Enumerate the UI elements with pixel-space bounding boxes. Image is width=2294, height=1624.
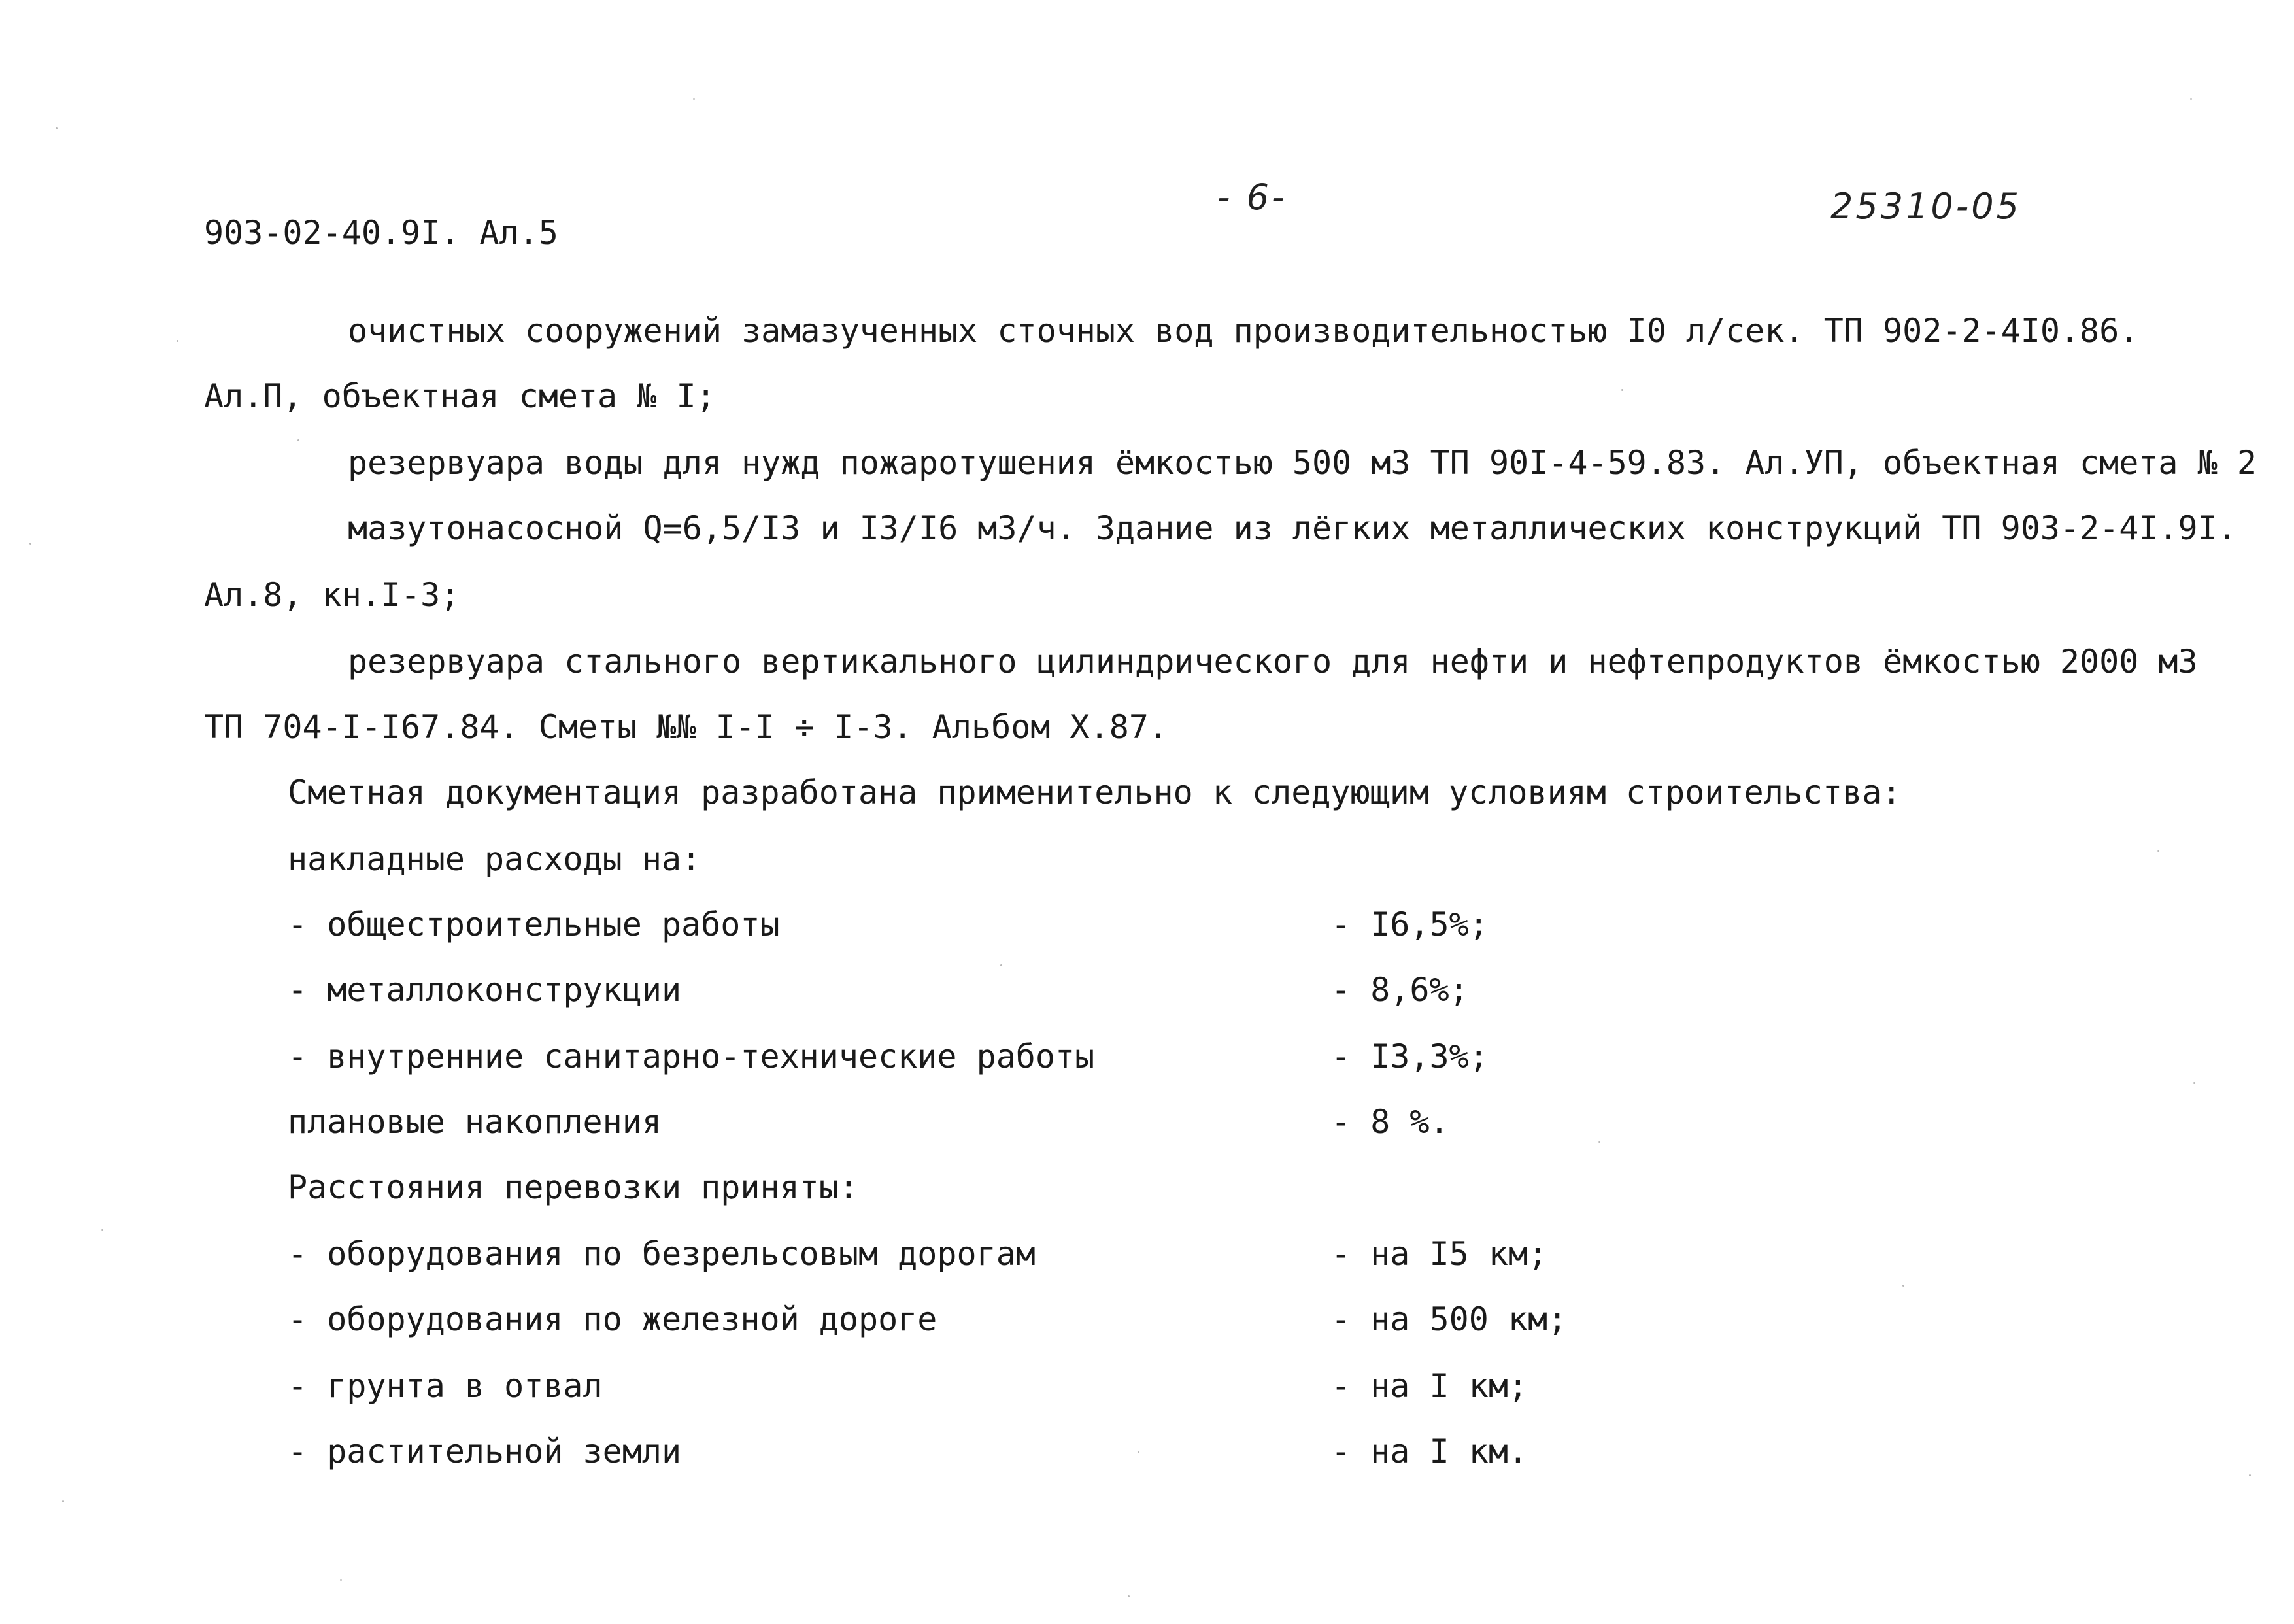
- scan-speck: [1902, 1285, 1904, 1287]
- scan-speck: [2193, 1082, 2195, 1084]
- scan-speck: [297, 439, 299, 441]
- overhead-item-label: - металлоконструкции: [288, 971, 682, 1009]
- body-line-5: Ал.8, кн.I-3;: [204, 576, 460, 614]
- scan-speck: [1598, 1141, 1600, 1143]
- overhead-item-value: - 8,6%;: [1331, 971, 1469, 1009]
- body-line-6: резервуара стального вертикального цилиндрического для нефти и нефтепродуктов ёмкостью 2000 м3: [348, 643, 2198, 681]
- overhead-item-label: - внутренние санитарно-технические работы: [288, 1038, 1095, 1075]
- overhead-item-label: - общестроительные работы: [288, 905, 780, 943]
- body-line-2: Ал.П, объектная смета № I;: [204, 377, 716, 415]
- overhead-item-value: - 8 %.: [1331, 1103, 1449, 1141]
- transport-item-value: - на 500 км;: [1331, 1300, 1568, 1338]
- scan-speck: [62, 1500, 64, 1502]
- scan-speck: [29, 543, 31, 545]
- scan-speck: [693, 98, 695, 100]
- scan-speck: [1000, 964, 1002, 966]
- scan-speck: [340, 1579, 342, 1581]
- scan-speck: [2249, 1474, 2251, 1476]
- body-line-9: накладные расходы на:: [288, 840, 701, 878]
- transport-item-label: - растительной земли: [288, 1432, 682, 1470]
- scan-speck: [1128, 1595, 1130, 1597]
- document-code: 903-02-40.9I. Ал.5: [204, 214, 558, 252]
- body-line-4: мазутонасосной Q=6,5/I3 и I3/I6 м3/ч. Здание из лёгких металлических конструкций ТП 903-2-4I.9I.: [348, 509, 2237, 547]
- scan-speck: [177, 340, 178, 342]
- scan-speck: [2190, 98, 2192, 100]
- scan-speck: [56, 127, 58, 129]
- transport-item-value: - на I5 км;: [1331, 1235, 1548, 1273]
- body-line-8: Сметная документация разработана применительно к следующим условиям строительства:: [288, 773, 1902, 811]
- inventory-number: 25310-05: [1830, 186, 2021, 227]
- page-number: - 6-: [1217, 177, 1287, 218]
- transport-item-label: - оборудования по безрельсовым дорогам: [288, 1235, 1036, 1273]
- transport-item-value: - на I км;: [1331, 1367, 1528, 1405]
- body-line-3: резервуара воды для нужд пожаротушения ёмкостью 500 м3 ТП 90I-4-59.83. Ал.УП, объектная смета № 2: [348, 444, 2257, 482]
- overhead-item-value: - I3,3%;: [1331, 1038, 1489, 1075]
- scan-speck: [1621, 389, 1623, 391]
- overhead-item-label: плановые накопления: [288, 1103, 662, 1141]
- scan-speck: [1138, 1451, 1139, 1453]
- transport-heading: Расстояния перевозки приняты:: [288, 1168, 858, 1206]
- body-line-7: ТП 704-I-I67.84. Сметы №№ I-I ÷ I-3. Альбом X.87.: [204, 708, 1169, 746]
- transport-item-label: - оборудования по железной дороге: [288, 1300, 937, 1338]
- transport-item-value: - на I км.: [1331, 1432, 1528, 1470]
- body-line-1: очистных сооружений замазученных сточных вод производительностью I0 л/сек. ТП 902-2-4I0.86.: [348, 312, 2139, 350]
- overhead-item-value: - I6,5%;: [1331, 905, 1489, 943]
- scan-speck: [2157, 850, 2159, 852]
- scan-speck: [101, 1229, 103, 1231]
- transport-item-label: - грунта в отвал: [288, 1367, 603, 1405]
